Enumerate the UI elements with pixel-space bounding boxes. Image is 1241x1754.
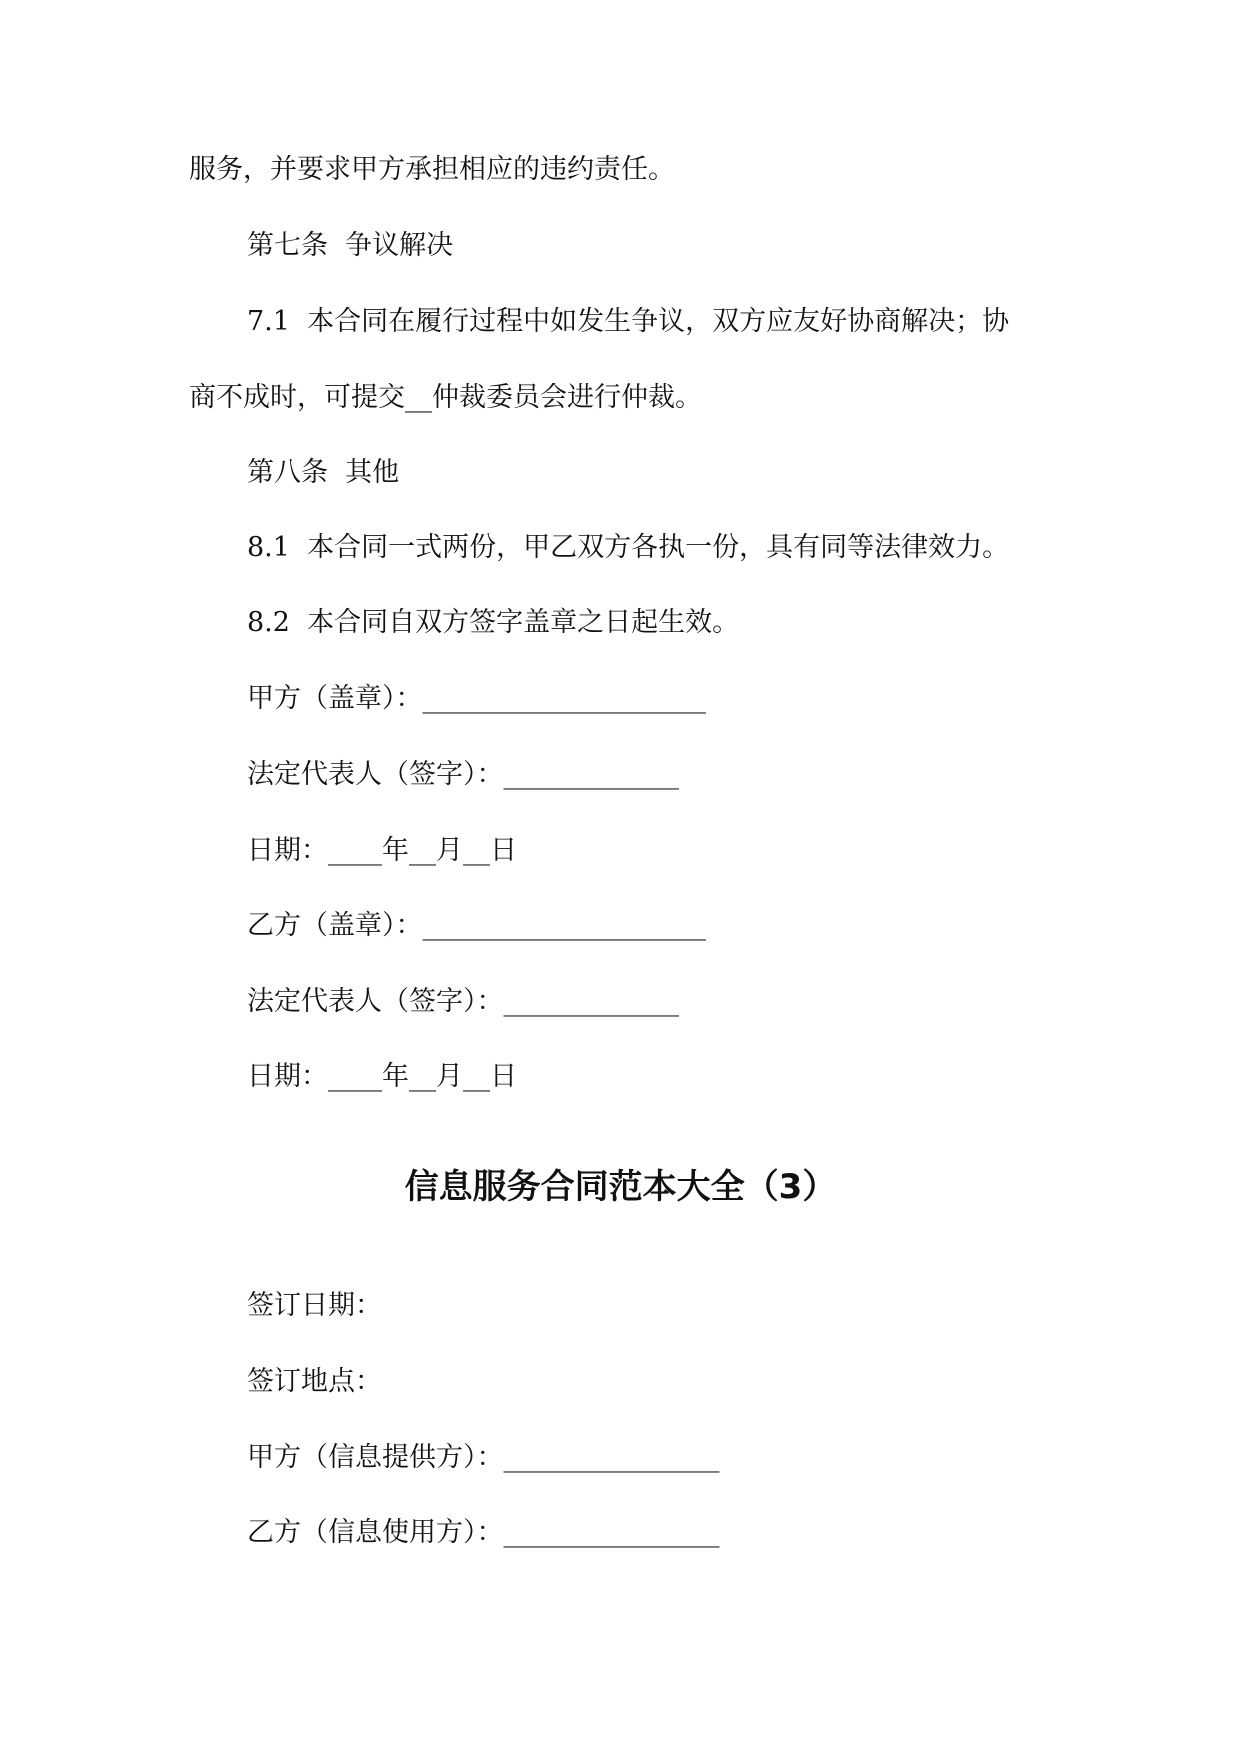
party-a-representative-line: 法定代表人（签字）：_____________ bbox=[247, 759, 679, 790]
clause-7-1-line-1: 7.1 本合同在履行过程中如发生争议，双方应友好协商解决；协 bbox=[247, 306, 1010, 337]
article-8-heading: 第八条 其他 bbox=[247, 457, 400, 488]
paragraph-continuation: 服务，并要求甲方承担相应的违约责任。 bbox=[189, 154, 675, 185]
signing-place-line: 签订地点： bbox=[247, 1366, 382, 1397]
party-a-seal-line: 甲方（盖章）：_____________________ bbox=[247, 683, 706, 714]
party-a-provider-line: 甲方（信息提供方）：________________ bbox=[247, 1442, 720, 1473]
party-b-seal-line: 乙方（盖章）：_____________________ bbox=[247, 910, 706, 941]
party-b-date-line: 日期：____年__月__日 bbox=[247, 1061, 517, 1092]
clause-7-1-line-2: 商不成时，可提交__仲裁委员会进行仲裁。 bbox=[189, 382, 702, 413]
signing-date-line: 签订日期： bbox=[247, 1290, 382, 1321]
party-b-representative-line: 法定代表人（签字）：_____________ bbox=[247, 986, 679, 1017]
party-b-user-line: 乙方（信息使用方）：________________ bbox=[247, 1517, 720, 1548]
article-7-heading: 第七条 争议解决 bbox=[247, 230, 454, 261]
section-title: 信息服务合同范本大全（3） bbox=[404, 1167, 837, 1207]
party-a-date-line: 日期：____年__月__日 bbox=[247, 835, 517, 866]
clause-8-2: 8.2 本合同自双方签字盖章之日起生效。 bbox=[247, 607, 740, 638]
clause-8-1: 8.1 本合同一式两份，甲乙双方各执一份，具有同等法律效力。 bbox=[247, 532, 1010, 563]
